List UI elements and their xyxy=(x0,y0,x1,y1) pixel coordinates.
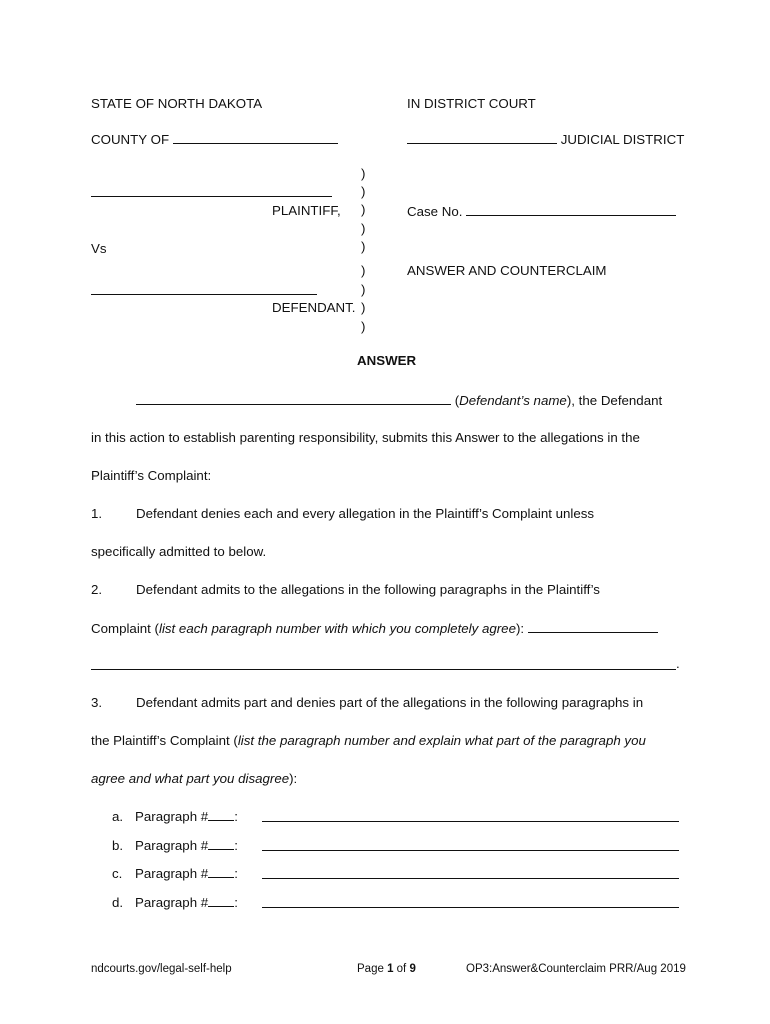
sub-item-colon: : xyxy=(234,895,238,910)
sub-item-colon: : xyxy=(234,809,238,824)
paragraph-explanation-blank[interactable] xyxy=(262,821,679,822)
caption-paren: ) xyxy=(361,166,366,181)
court-heading: IN DISTRICT COURT xyxy=(407,96,536,111)
sub-item-label: Paragraph # xyxy=(135,866,209,881)
item-2-line-1: Defendant admits to the allegations in the following paragraphs in the Plaintiff’s xyxy=(136,582,600,597)
document-type: ANSWER AND COUNTERCLAIM xyxy=(407,263,607,278)
caption-paren: ) xyxy=(361,184,366,199)
item-number: 3. xyxy=(91,695,103,710)
intro-line-3: Plaintiff’s Complaint: xyxy=(91,468,212,483)
item-number: 2. xyxy=(91,582,103,597)
paragraph-number-blank[interactable] xyxy=(208,894,234,907)
item-3-line-1: Defendant admits part and denies part of the allegations in the following paragraphs in xyxy=(136,695,644,710)
versus-label: Vs xyxy=(91,241,107,256)
caption-paren: ) xyxy=(361,319,366,334)
item-2-hint: list each paragraph number with which you completely agree xyxy=(158,621,516,636)
item-2-post: ): xyxy=(515,621,525,636)
item-2-pre: Complaint ( xyxy=(91,621,159,636)
agreed-paragraphs-blank[interactable] xyxy=(528,620,658,633)
sub-item-b xyxy=(112,837,238,853)
sub-item-letter: c. xyxy=(112,866,123,881)
intro-after-name: ), the Defendant xyxy=(566,393,663,408)
caption-paren: ) xyxy=(361,221,366,236)
judicial-district-blank[interactable] xyxy=(407,131,557,144)
judicial-district-line xyxy=(407,131,684,147)
item-3-hint: list the paragraph number and explain what part of the paragraph you xyxy=(237,733,646,748)
intro-line-1 xyxy=(136,392,662,408)
of-word: of xyxy=(393,963,410,975)
caption-paren: ) xyxy=(361,263,366,278)
item-3-pre: the Plaintiff’s Complaint ( xyxy=(91,733,238,748)
judicial-district-text: JUDICIAL DISTRICT xyxy=(560,132,685,147)
case-number-line xyxy=(407,203,676,219)
sub-item-d xyxy=(112,894,238,910)
item-number: 1. xyxy=(91,506,103,521)
caption-paren: ) xyxy=(361,202,366,217)
section-title: ANSWER xyxy=(357,353,417,368)
county-label xyxy=(91,131,338,147)
case-number-blank[interactable] xyxy=(466,203,676,216)
sub-item-colon: : xyxy=(234,866,238,881)
page-current: 1 xyxy=(387,963,394,975)
open-paren: ( xyxy=(454,393,460,408)
footer-form-id: OP3:Answer&Counterclaim PRR/Aug 2019 xyxy=(466,963,686,975)
item-1-line-1: Defendant denies each and every allegation in the Plaintiff’s Complaint unless xyxy=(136,506,595,521)
sub-item-colon: : xyxy=(234,838,238,853)
sub-item-a xyxy=(112,808,238,824)
item-3-line-3 xyxy=(91,771,297,786)
state-heading: STATE OF NORTH DAKOTA xyxy=(91,96,263,111)
paragraph-number-blank[interactable] xyxy=(208,837,234,850)
footer-page-number xyxy=(357,963,416,975)
defendant-name-field[interactable] xyxy=(136,392,451,405)
sub-item-letter: d. xyxy=(112,895,124,910)
paragraph-explanation-blank[interactable] xyxy=(262,878,679,879)
paragraph-explanation-blank[interactable] xyxy=(262,907,679,908)
intro-line-2: in this action to establish parenting responsibility, submits this Answer to the allegations in the xyxy=(91,430,640,445)
item-1-line-2: specifically admitted to below. xyxy=(91,544,267,559)
footer-site: ndcourts.gov/legal-self-help xyxy=(91,963,232,975)
item-3-hint-cont: agree and what part you disagree xyxy=(91,771,290,786)
name-hint: Defendant’s name xyxy=(459,393,567,408)
defendant-name-blank[interactable] xyxy=(91,294,317,295)
defendant-label: DEFENDANT. xyxy=(272,300,356,315)
sub-item-label: Paragraph # xyxy=(135,838,209,853)
paragraph-number-blank[interactable] xyxy=(208,865,234,878)
caption-paren: ) xyxy=(361,300,366,315)
sub-item-c xyxy=(112,865,238,881)
sub-item-label: Paragraph # xyxy=(135,809,209,824)
item-3-line-2 xyxy=(91,733,646,748)
plaintiff-label: PLAINTIFF, xyxy=(272,203,341,218)
item-2-line-2 xyxy=(91,620,658,636)
sub-item-letter: a. xyxy=(112,809,124,824)
sub-item-label: Paragraph # xyxy=(135,895,209,910)
caption-paren: ) xyxy=(361,282,366,297)
case-number-label: Case No. xyxy=(407,204,463,219)
line-end-period: . xyxy=(676,656,680,671)
paragraph-number-blank[interactable] xyxy=(208,808,234,821)
county-blank[interactable] xyxy=(173,131,338,144)
paragraph-explanation-blank[interactable] xyxy=(262,850,679,851)
page-word: Page xyxy=(357,963,388,975)
county-text: COUNTY OF xyxy=(91,132,170,147)
plaintiff-name-blank[interactable] xyxy=(91,196,332,197)
caption-paren: ) xyxy=(361,239,366,254)
agreed-paragraphs-blank-2[interactable] xyxy=(91,669,676,670)
sub-item-letter: b. xyxy=(112,838,124,853)
page-total: 9 xyxy=(409,963,416,975)
item-3-post: ): xyxy=(289,771,298,786)
